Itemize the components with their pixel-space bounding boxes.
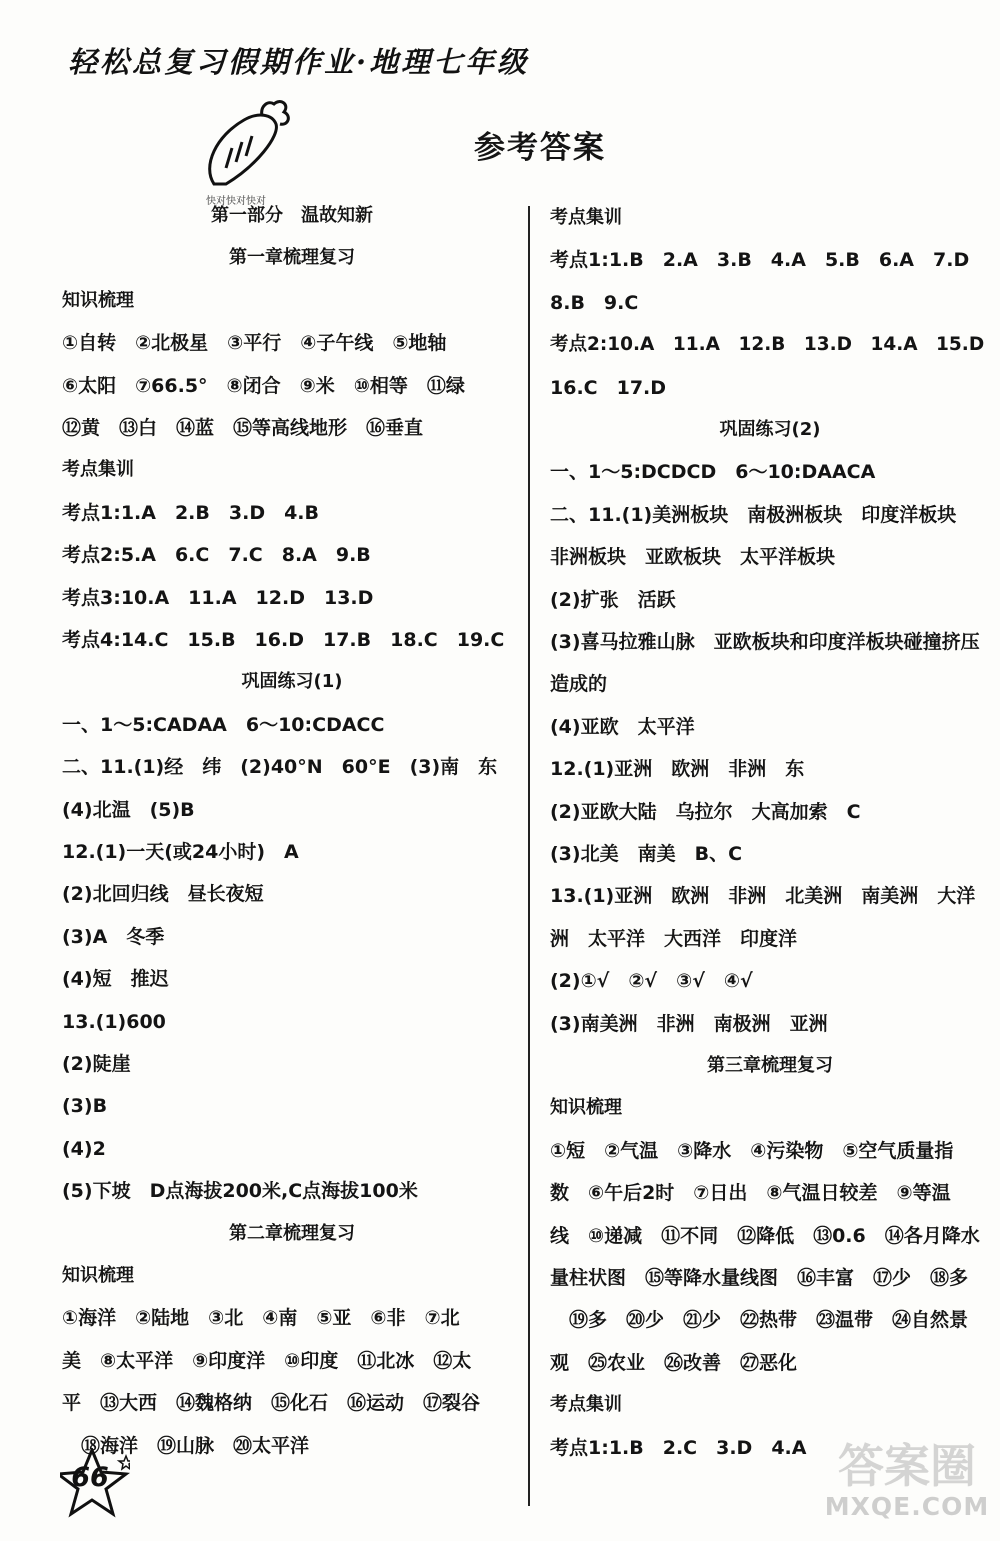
right-line: 考点1:1.B 2.C 3.D 4.A <box>550 1436 807 1459</box>
right-line: (2)扩张 活跃 <box>550 588 676 611</box>
left-line: 知识梳理 <box>62 1265 134 1286</box>
left-line: 考点2:5.A 6.C 7.C 8.A 9.B <box>62 544 371 567</box>
right-line: (3)北美 南美 B、C <box>550 843 743 865</box>
right-line: 观 ㉕农业 ㉖改善 ㉗恶化 <box>550 1351 798 1374</box>
left-line: (2)陡崖 <box>62 1053 131 1075</box>
right-line: (4)亚欧 太平洋 <box>550 715 695 738</box>
right-line: 考点集训 <box>550 207 622 228</box>
left-line: ⑥太阳 ⑦66.5° ⑧闭合 ⑨米 ⑩相等 ⑪绿 <box>62 374 465 397</box>
left-line: 第一部分 温故知新 <box>211 205 373 226</box>
right-line: ⑲多 ⑳少 ㉑少 ㉒热带 ㉓温带 ㉔自然景 <box>550 1309 969 1332</box>
left-line: 13.(1)600 <box>62 1010 166 1033</box>
right-line: 非洲板块 亚欧板块 太平洋板块 <box>550 546 836 569</box>
left-line: 一、1～5:CADAA 6～10:CDACC <box>62 713 385 736</box>
page-number-badge <box>60 1448 130 1518</box>
right-line: 一、1～5:DCDCD 6～10:DAACA <box>550 461 876 484</box>
watermark-brand: 答案圈 <box>838 1439 976 1493</box>
left-line: 第一章梳理复习 <box>229 247 355 269</box>
left-line: (4)2 <box>62 1137 106 1160</box>
left-line: ①自转 ②北极星 ③平行 ④子午线 ⑤地轴 <box>62 332 447 355</box>
left-line: (4)北温 (5)B <box>62 798 195 821</box>
left-line: (3)A 冬季 <box>62 925 165 948</box>
left-line: 考点3:10.A 11.A 12.D 13.D <box>62 586 374 609</box>
left-line: 巩固练习(1) <box>241 671 343 693</box>
watermark-site: MXQE.COM <box>824 1492 990 1521</box>
left-line: 二、11.(1)经 纬 (2)40°N 60°E (3)南 东 <box>62 756 498 779</box>
left-line: 平 ⑬大西 ⑭魏格纳 ⑮化石 ⑯运动 ⑰裂谷 <box>62 1392 481 1415</box>
right-line: 16.C 17.D <box>550 376 667 399</box>
right-line: 8.B 9.C <box>550 291 639 314</box>
left-line: 考点集训 <box>62 459 134 481</box>
right-line: 数 ⑥午后2时 ⑦日出 ⑧气温日较差 ⑨等温 <box>550 1182 951 1205</box>
right-line: (3)喜马拉雅山脉 亚欧板块和印度洋板块碰撞挤压 <box>550 631 980 653</box>
watermark-logo <box>822 1422 992 1534</box>
left-line: 美 ⑧太平洋 ⑨印度洋 ⑩印度 ⑪北冰 ⑫太 <box>62 1349 472 1372</box>
right-line: (2)亚欧大陆 乌拉尔 大高加索 C <box>550 800 861 823</box>
right-line: 考点2:10.A 11.A 12.B 13.D 14.A 15.D <box>550 334 985 356</box>
right-line: 13.(1)亚洲 欧洲 非洲 北美洲 南美洲 大洋 <box>550 885 976 908</box>
left-line: ⑱海洋 ⑲山脉 ⑳太平洋 <box>62 1434 310 1457</box>
left-line: 考点1:1.A 2.B 3.D 4.B <box>62 501 320 524</box>
right-line: (2)①√ ②√ ③√ ④√ <box>550 970 753 993</box>
left-line: ①海洋 ②陆地 ③北 ④南 ⑤亚 ⑥非 ⑦北 <box>62 1307 460 1330</box>
right-line: 洲 太平洋 大西洋 印度洋 <box>550 927 798 950</box>
page-header-title: 轻松总复习假期作业·地理七年级 <box>68 45 530 79</box>
carrot-icon <box>196 96 296 196</box>
right-line: ①短 ②气温 ③降水 ④污染物 ⑤空气质量指 <box>550 1139 954 1162</box>
right-line: 量柱状图 ⑮等降水量线图 ⑯丰富 ⑰少 ⑱多 <box>550 1267 969 1289</box>
left-line: (2)北回归线 昼长夜短 <box>62 883 264 906</box>
right-line: 二、11.(1)美洲板块 南极洲板块 印度洋板块 <box>550 503 957 526</box>
right-line: 巩固练习(2) <box>719 419 821 440</box>
carrot-caption: 快对快对快对 <box>206 196 266 207</box>
left-line: 考点4:14.C 15.B 16.D 17.B 18.C 19.C <box>62 629 505 651</box>
right-line: 第三章梳理复习 <box>707 1055 833 1076</box>
right-line: 考点集训 <box>550 1394 622 1416</box>
left-line: ⑫黄 ⑬白 ⑭蓝 ⑮等高线地形 ⑯垂直 <box>62 417 424 439</box>
right-line: (3)南美洲 非洲 南极洲 亚洲 <box>550 1012 828 1035</box>
left-line: 12.(1)一天(或24小时) A <box>62 841 299 863</box>
left-line: 知识梳理 <box>62 289 134 311</box>
right-line: 12.(1)亚洲 欧洲 非洲 东 <box>550 758 805 781</box>
column-divider <box>528 206 530 1506</box>
right-line: 考点1:1.B 2.A 3.B 4.A 5.B 6.A 7.D <box>550 249 970 272</box>
right-line: 知识梳理 <box>550 1097 622 1119</box>
left-line: (3)B <box>62 1095 108 1118</box>
right-line: 线 ⑩递减 ⑪不同 ⑫降低 ⑬0.6 ⑭各月降水 <box>550 1224 980 1247</box>
left-line: (4)短 推迟 <box>62 968 169 991</box>
answer-key-title: 参考答案 <box>474 130 606 166</box>
left-line: (5)下坡 D点海拔200米,C点海拔100米 <box>62 1180 418 1203</box>
page-number: 66 <box>71 1462 109 1493</box>
right-line: 造成的 <box>550 673 608 696</box>
left-line: 第二章梳理复习 <box>229 1222 355 1244</box>
